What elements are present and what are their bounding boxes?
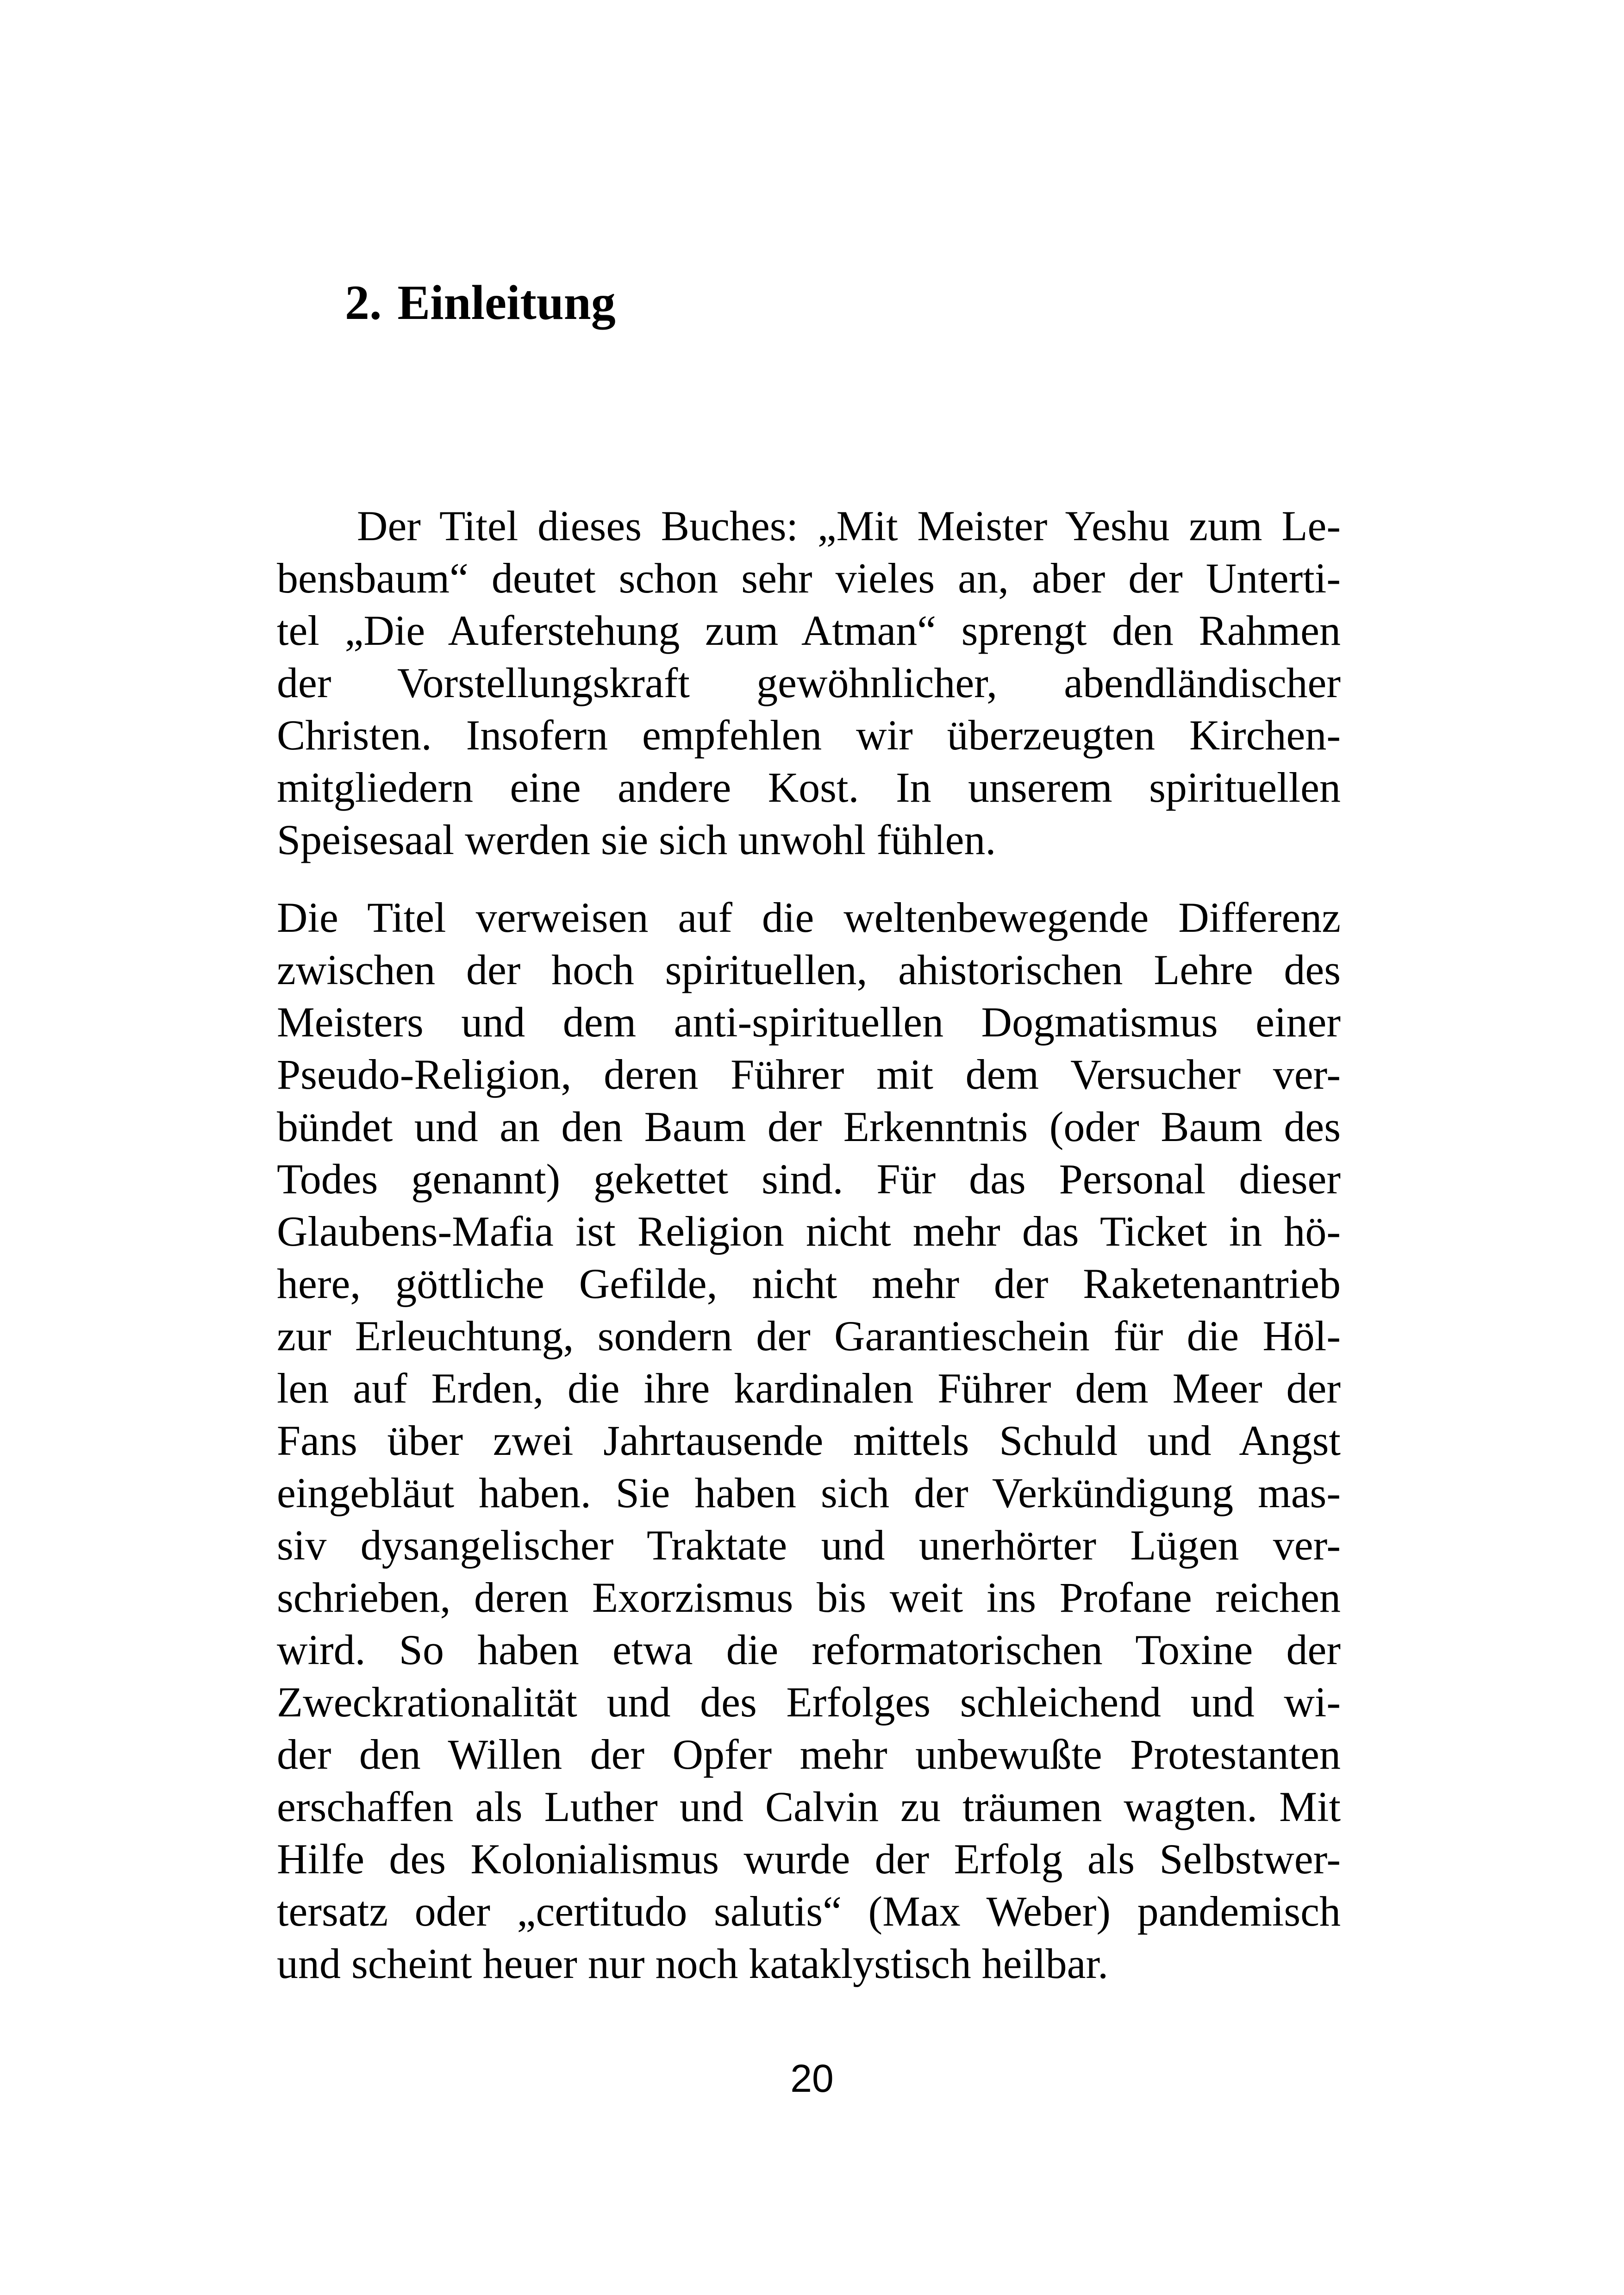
text-line: Meisters und dem anti-spirituellen Dogmatismus einer <box>277 998 1341 1046</box>
text-line: here, göttliche Gefilde, nicht mehr der Raketenantrieb <box>277 1260 1341 1307</box>
text-line: tel „Die Auferstehung zum Atman“ sprengt den Rahmen <box>277 607 1341 654</box>
text-line: der den Willen der Opfer mehr unbewußte Protestanten <box>277 1731 1341 1778</box>
text-line: und scheint heuer nur noch kataklystisch heilbar. <box>277 1940 1109 1987</box>
page-number: 20 <box>790 2057 834 2100</box>
text-line: zwischen der hoch spirituellen, ahistorischen Lehre des <box>277 946 1341 993</box>
chapter-heading <box>345 273 616 332</box>
text-line: len auf Erden, die ihre kardinalen Führer dem Meer der <box>277 1365 1341 1412</box>
text-line: Glaubens-Mafia ist Religion nicht mehr das Ticket in hö- <box>277 1208 1341 1255</box>
paragraph-main <box>277 892 1341 1990</box>
chapter-number: 2. <box>345 275 382 330</box>
chapter-title: Einleitung <box>397 275 616 330</box>
text-line: erschaffen als Luther und Calvin zu träumen wagten. Mit <box>277 1783 1341 1830</box>
text-line: tersatz oder „certitudo salutis“ (Max Weber) pandemisch <box>277 1888 1341 1935</box>
text-line: eingebläut haben. Sie haben sich der Verkündigung mas- <box>277 1469 1341 1516</box>
text-line: wird. So haben etwa die reformatorischen Toxine der <box>277 1626 1341 1673</box>
text-line: mitgliedern eine andere Kost. In unserem spirituellen <box>277 764 1341 811</box>
paragraph-intro <box>277 500 1341 866</box>
text-line: Todes genannt) gekettet sind. Für das Personal dieser <box>277 1155 1341 1203</box>
text-line: Fans über zwei Jahrtausende mittels Schuld und Angst <box>277 1417 1341 1464</box>
text-line: siv dysangelischer Traktate und unerhörter Lügen ver- <box>277 1522 1341 1569</box>
text-line: Zweckrationalität und des Erfolges schleichend und wi- <box>277 1678 1341 1726</box>
text-line: Die Titel verweisen auf die weltenbewegende Differenz <box>277 894 1341 941</box>
text-line: bensbaum“ deutet schon sehr vieles an, aber der Unterti- <box>277 555 1341 602</box>
text-line: Hilfe des Kolonialismus wurde der Erfolg als Selbstwer- <box>277 1835 1341 1883</box>
text-line: zur Erleuchtung, sondern der Garantieschein für die Höl- <box>277 1312 1341 1360</box>
text-line: der Vorstellungskraft gewöhnlicher, abendländischer <box>277 659 1341 706</box>
text-line: bündet und an den Baum der Erkenntnis (oder Baum des <box>277 1103 1341 1150</box>
text-line: Christen. Insofern empfehlen wir überzeugten Kirchen- <box>277 711 1341 759</box>
text-line: Der Titel dieses Buches: „Mit Meister Yeshu zum Le- <box>357 502 1341 549</box>
text-line: Pseudo-Religion, deren Führer mit dem Versucher ver- <box>277 1051 1341 1098</box>
text-line: schrieben, deren Exorzismus bis weit ins Profane reichen <box>277 1574 1341 1621</box>
text-line: Speisesaal werden sie sich unwohl fühlen. <box>277 816 996 863</box>
